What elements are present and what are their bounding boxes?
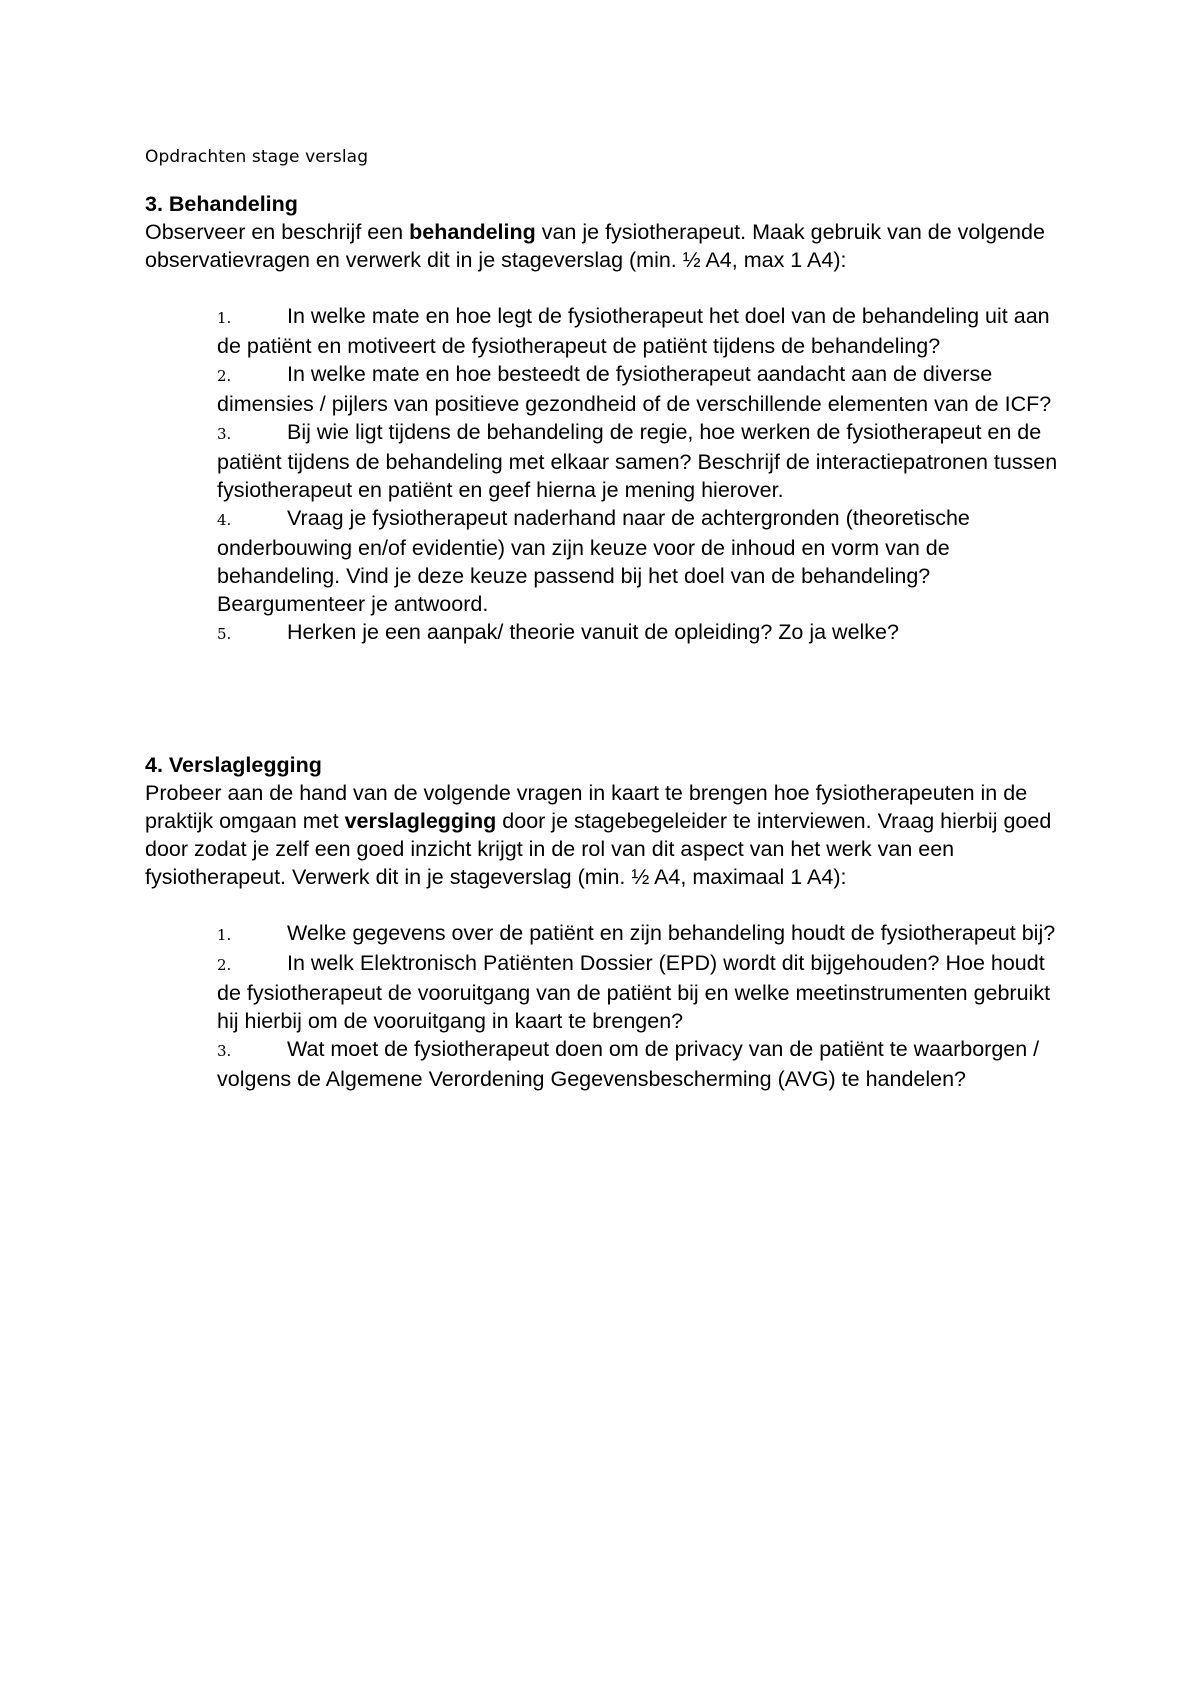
question-item (217, 618, 1072, 648)
question-number: 4. (217, 511, 232, 529)
question-number: 3. (217, 1042, 232, 1060)
intro-text: van je fysiotherapeut. Maak gebruik van de volgende observatievragen en verwerk dit in je stageverslag (min. ½ A4, max 1 A4): (145, 220, 1045, 272)
question-text: Bij wie ligt tijdens de behandeling de regie, hoe werken de fysiotherapeut en de patiënt tijdens de behandeling met elkaar samen? Beschrijf de interactiepatronen tussen fysiotherapeut en patiënt en geef hierna je mening hierover. (217, 420, 1058, 502)
question-item (217, 949, 1072, 1035)
intro-bold-term: behandeling (409, 220, 536, 244)
question-text: Herken je een aanpak/ theorie vanuit de opleiding? Zo ja welke? (287, 620, 899, 644)
question-item (217, 360, 1072, 418)
question-item (217, 1035, 1072, 1093)
question-number: 5. (217, 625, 232, 643)
question-text: In welk Elektronisch Patiënten Dossier (EPD) wordt dit bijgehouden? Hoe houdt de fysiotherapeut de vooruitgang van de patiënt bij en welke meetinstrumenten gebruikt hij hierbij om de vooruitgang in kaart te brengen? (217, 951, 1051, 1033)
intro-text: door je stagebegeleider te interviewen. Vraag hierbij goed door zodat je zelf een goed inzicht krijgt in de rol van dit aspect van het werk van een fysiotherapeut. Verwerk dit in je stageverslag (min. ½ A4, maximaal 1 A4): (145, 809, 1052, 889)
question-number: 2. (217, 367, 232, 385)
question-item (217, 418, 1072, 504)
intro-text: Probeer aan de hand van de volgende vragen in kaart te brengen hoe fysiotherapeuten in de praktijk omgaan met (145, 781, 1028, 833)
question-number: 1. (217, 309, 232, 327)
question-list (217, 919, 1072, 1093)
question-item (217, 302, 1072, 360)
section-intro (145, 218, 1085, 274)
question-number: 3. (217, 425, 232, 443)
question-text: In welke mate en hoe legt de fysiotherapeut het doel van de behandeling uit aan de patiënt en motiveert de fysiotherapeut de patiënt tijdens de behandeling? (217, 304, 1050, 358)
question-list (217, 302, 1072, 648)
section-intro (145, 779, 1085, 891)
section-behandeling (145, 190, 1085, 648)
question-text: Vraag je fysiotherapeut naderhand naar de achtergronden (theoretische onderbouwing en/of evidentie) van zijn keuze voor de inhoud en vorm van de behandeling. Vind je deze keuze passend bij het doel van de behandeling? Beargumenteer je antwoord. (217, 506, 970, 616)
intro-text: Observeer en beschrijf een (145, 220, 410, 244)
question-text: Wat moet de fysiotherapeut doen om de privacy van de patiënt te waarborgen / volgens de Algemene Verordening Gegevensbescherming (AVG) te handelen? (217, 1037, 1040, 1091)
question-number: 1. (217, 926, 232, 944)
question-item (217, 919, 1072, 949)
section-verslaglegging (145, 751, 1085, 1093)
section-heading: 3. Behandeling (145, 192, 298, 216)
document-title: Opdrachten stage verslag (145, 147, 369, 167)
question-text: In welke mate en hoe besteedt de fysiotherapeut aandacht aan de diverse dimensies / pijlers van positieve gezondheid of de verschillende elementen van de ICF? (217, 362, 1052, 416)
intro-bold-term: verslaglegging (344, 809, 497, 833)
question-item (217, 504, 1072, 618)
question-number: 2. (217, 956, 232, 974)
question-text: Welke gegevens over de patiënt en zijn behandeling houdt de fysiotherapeut bij? (287, 921, 1056, 945)
section-heading: 4. Verslaglegging (145, 753, 322, 777)
